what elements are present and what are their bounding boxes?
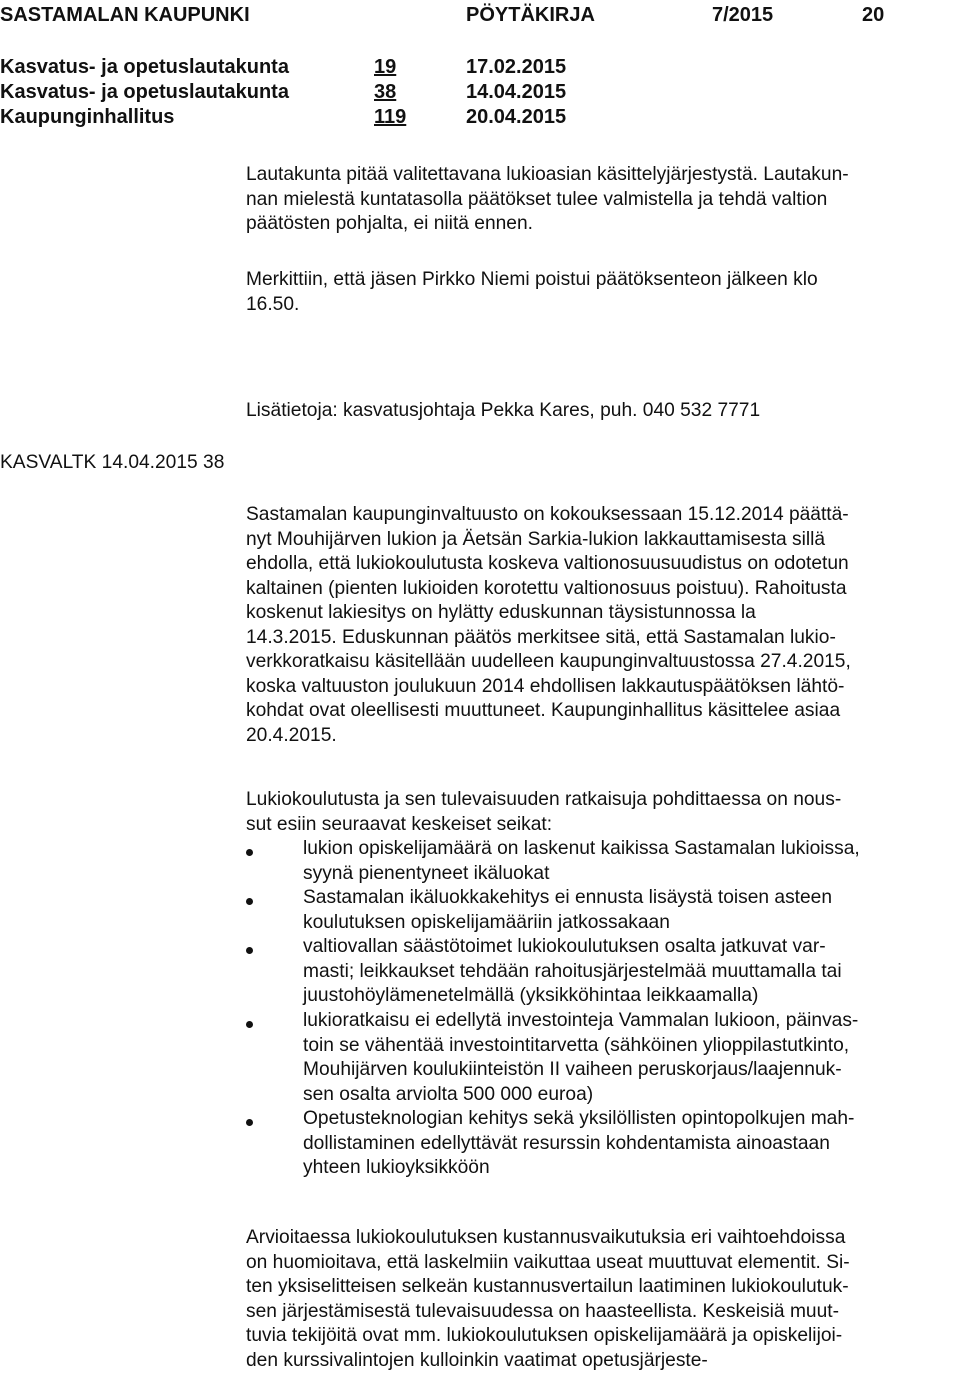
page-number: 20: [862, 4, 885, 26]
text-line: ehdolla, että lukiokoulutusta koskeva valtionosuusuudistus on odotetun: [246, 553, 849, 574]
text-line: juustohöylämenetelmällä (yksikköhintaa leikkaamalla): [303, 985, 759, 1006]
text-line: ten yksiselitteisen selkeän kustannusvertailun laatiminen lukiokoulutuk-: [246, 1276, 849, 1297]
document-number: 7/2015: [712, 4, 774, 26]
paragraph-committee-opinion: [246, 163, 958, 237]
meeting-row-3: [0, 105, 174, 130]
meeting-section: 19: [374, 56, 397, 78]
text-line: on huomioitava, että laskelmiin vaikuttaa useat muuttuvat elementit. Si-: [246, 1251, 850, 1273]
text-line: sut esiin seuraavat keskeiset seikat:: [246, 813, 553, 835]
text-line: toin se vähentää investointitarvetta (sähköinen ylioppilastutkinto,: [303, 1034, 850, 1056]
text-line: Lautakunta pitää valitettavana lukioasian käsittelyjärjestystä. Lautakun-: [246, 164, 849, 185]
meeting-body: Kasvatus- ja opetuslautakunta: [0, 56, 289, 78]
city-name: SASTAMALAN KAUPUNKI: [0, 4, 250, 26]
meeting-date: 20.04.2015: [466, 106, 567, 128]
list-item: [303, 1107, 960, 1181]
text-line: nyt Mouhijärven lukion ja Äetsän Sarkia-lukion lakkauttamisesta sillä: [246, 528, 826, 550]
text-line: 14.3.2015. Eduskunnan päätös merkitsee sitä, että Sastamalan lukio-: [246, 626, 836, 648]
bullet-icon: [246, 1021, 253, 1028]
text-line: sen osalta arviolta 500 000 euroa): [303, 1083, 594, 1105]
text-line: kohdat ovat oleellisesti muuttuneet. Kaupunginhallitus käsittelee asiaa: [246, 700, 841, 721]
text-line: sen järjestämisestä tulevaisuudessa on haasteellista. Keskeisiä muut-: [246, 1300, 839, 1322]
text-line: valtiovallan säästötoimet lukiokoulutuksen osalta jatkuvat var-: [303, 936, 826, 957]
text-line: dollistaminen edellyttävät resurssin kohdentamista ainoastaan: [303, 1132, 830, 1154]
document-type: PÖYTÄKIRJA: [466, 4, 595, 26]
list-item: [303, 837, 960, 886]
text-line: syynä pienentyneet ikäluokat: [303, 862, 550, 884]
meeting-row-1: [0, 55, 289, 80]
list-item: [303, 886, 960, 935]
paragraph-cost-assessment: [246, 1226, 958, 1373]
text-line: masti; leikkaukset tehdään rahoitusjärjestelmää muuttamalla tai: [303, 960, 842, 982]
meeting-section: 119: [374, 106, 407, 128]
text-line: kaltainen (pienten lukioiden korotettu valtionosuus poistuu). Rahoitusta: [246, 577, 847, 599]
text-line: koulutuksen opiskelijamääriin jatkossakaan: [303, 911, 670, 933]
meeting-date: 17.02.2015: [466, 56, 567, 78]
paragraph-key-factors-intro: [246, 788, 958, 837]
text-line: 16.50.: [246, 293, 300, 315]
text-line: Lisätietoja: kasvatusjohtaja Pekka Kares, puh. 040 532 7771: [246, 400, 761, 421]
text-line: Arvioitaessa lukiokoulutuksen kustannusvaikutuksia eri vaihtoehdoissa: [246, 1227, 846, 1248]
meeting-body: Kaupunginhallitus: [0, 106, 175, 128]
text-line: päätösten pohjalta, ei niitä ennen.: [246, 213, 533, 234]
text-line: tuvia tekijöitä ovat mm. lukiokoulutuksen opiskelijamäärä ja opiskelijoi-: [246, 1325, 843, 1346]
paragraph-council-decision: [246, 503, 958, 748]
meeting-section: 38: [374, 81, 397, 103]
list-item: [303, 1009, 960, 1107]
text-line: Sastamalan ikäluokkakehitys ei ennusta lisäystä toisen asteen: [303, 887, 833, 908]
paragraph-member-left: [246, 268, 958, 317]
meeting-body: Kasvatus- ja opetuslautakunta: [0, 81, 289, 103]
text-line: koskenut lakiesitys on hylätty eduskunnan täysistunnossa la: [246, 602, 756, 623]
text-line: Lukiokoulutusta ja sen tulevaisuuden ratkaisuja pohdittaessa on nous-: [246, 789, 842, 810]
bullet-icon: [246, 849, 253, 856]
meeting-date: 14.04.2015: [466, 81, 567, 103]
text-line: Merkittiin, että jäsen Pirkko Niemi poistui päätöksenteon jälkeen klo: [246, 269, 818, 290]
text-line: Opetusteknologian kehitys sekä yksilöllisten opintopolkujen mah-: [303, 1108, 855, 1129]
text-line: verkkoratkaisu käsitellään uudelleen kaupunginvaltuustossa 27.4.2015,: [246, 651, 851, 672]
text-line: lukion opiskelijamäärä on laskenut kaikissa Sastamalan lukioissa,: [303, 838, 860, 859]
text-line: 20.4.2015.: [246, 724, 337, 746]
bullet-icon: [246, 898, 253, 905]
paragraph-contact-info: [246, 399, 958, 424]
text-line: koska valtuuston joulukuun 2014 ehdollisen lakkautuspäätöksen lähtö-: [246, 675, 845, 697]
list-item: [303, 935, 960, 1009]
bullet-icon: [246, 947, 253, 954]
text-line: yhteen lukioyksikköön: [303, 1157, 490, 1178]
text-line: Sastamalan kaupunginvaltuusto on kokouksessaan 15.12.2014 päättä-: [246, 504, 849, 525]
text-line: Mouhijärven koulukiinteistön II vaiheen peruskorjaus/laajennuk-: [303, 1059, 842, 1080]
meeting-row-2: [0, 80, 289, 105]
text-line: lukioratkaisu ei edellytä investointeja Vammalan lukioon, päinvas-: [303, 1010, 859, 1031]
bullet-icon: [246, 1119, 253, 1126]
section-side-label: KASVALTK 14.04.2015 38: [0, 452, 225, 473]
text-line: den kurssivalintojen kulloinkin vaatimat opetusjärjeste-: [246, 1349, 708, 1371]
text-line: nan mielestä kuntatasolla päätökset tulee valmistella ja tehdä valtion: [246, 188, 828, 210]
